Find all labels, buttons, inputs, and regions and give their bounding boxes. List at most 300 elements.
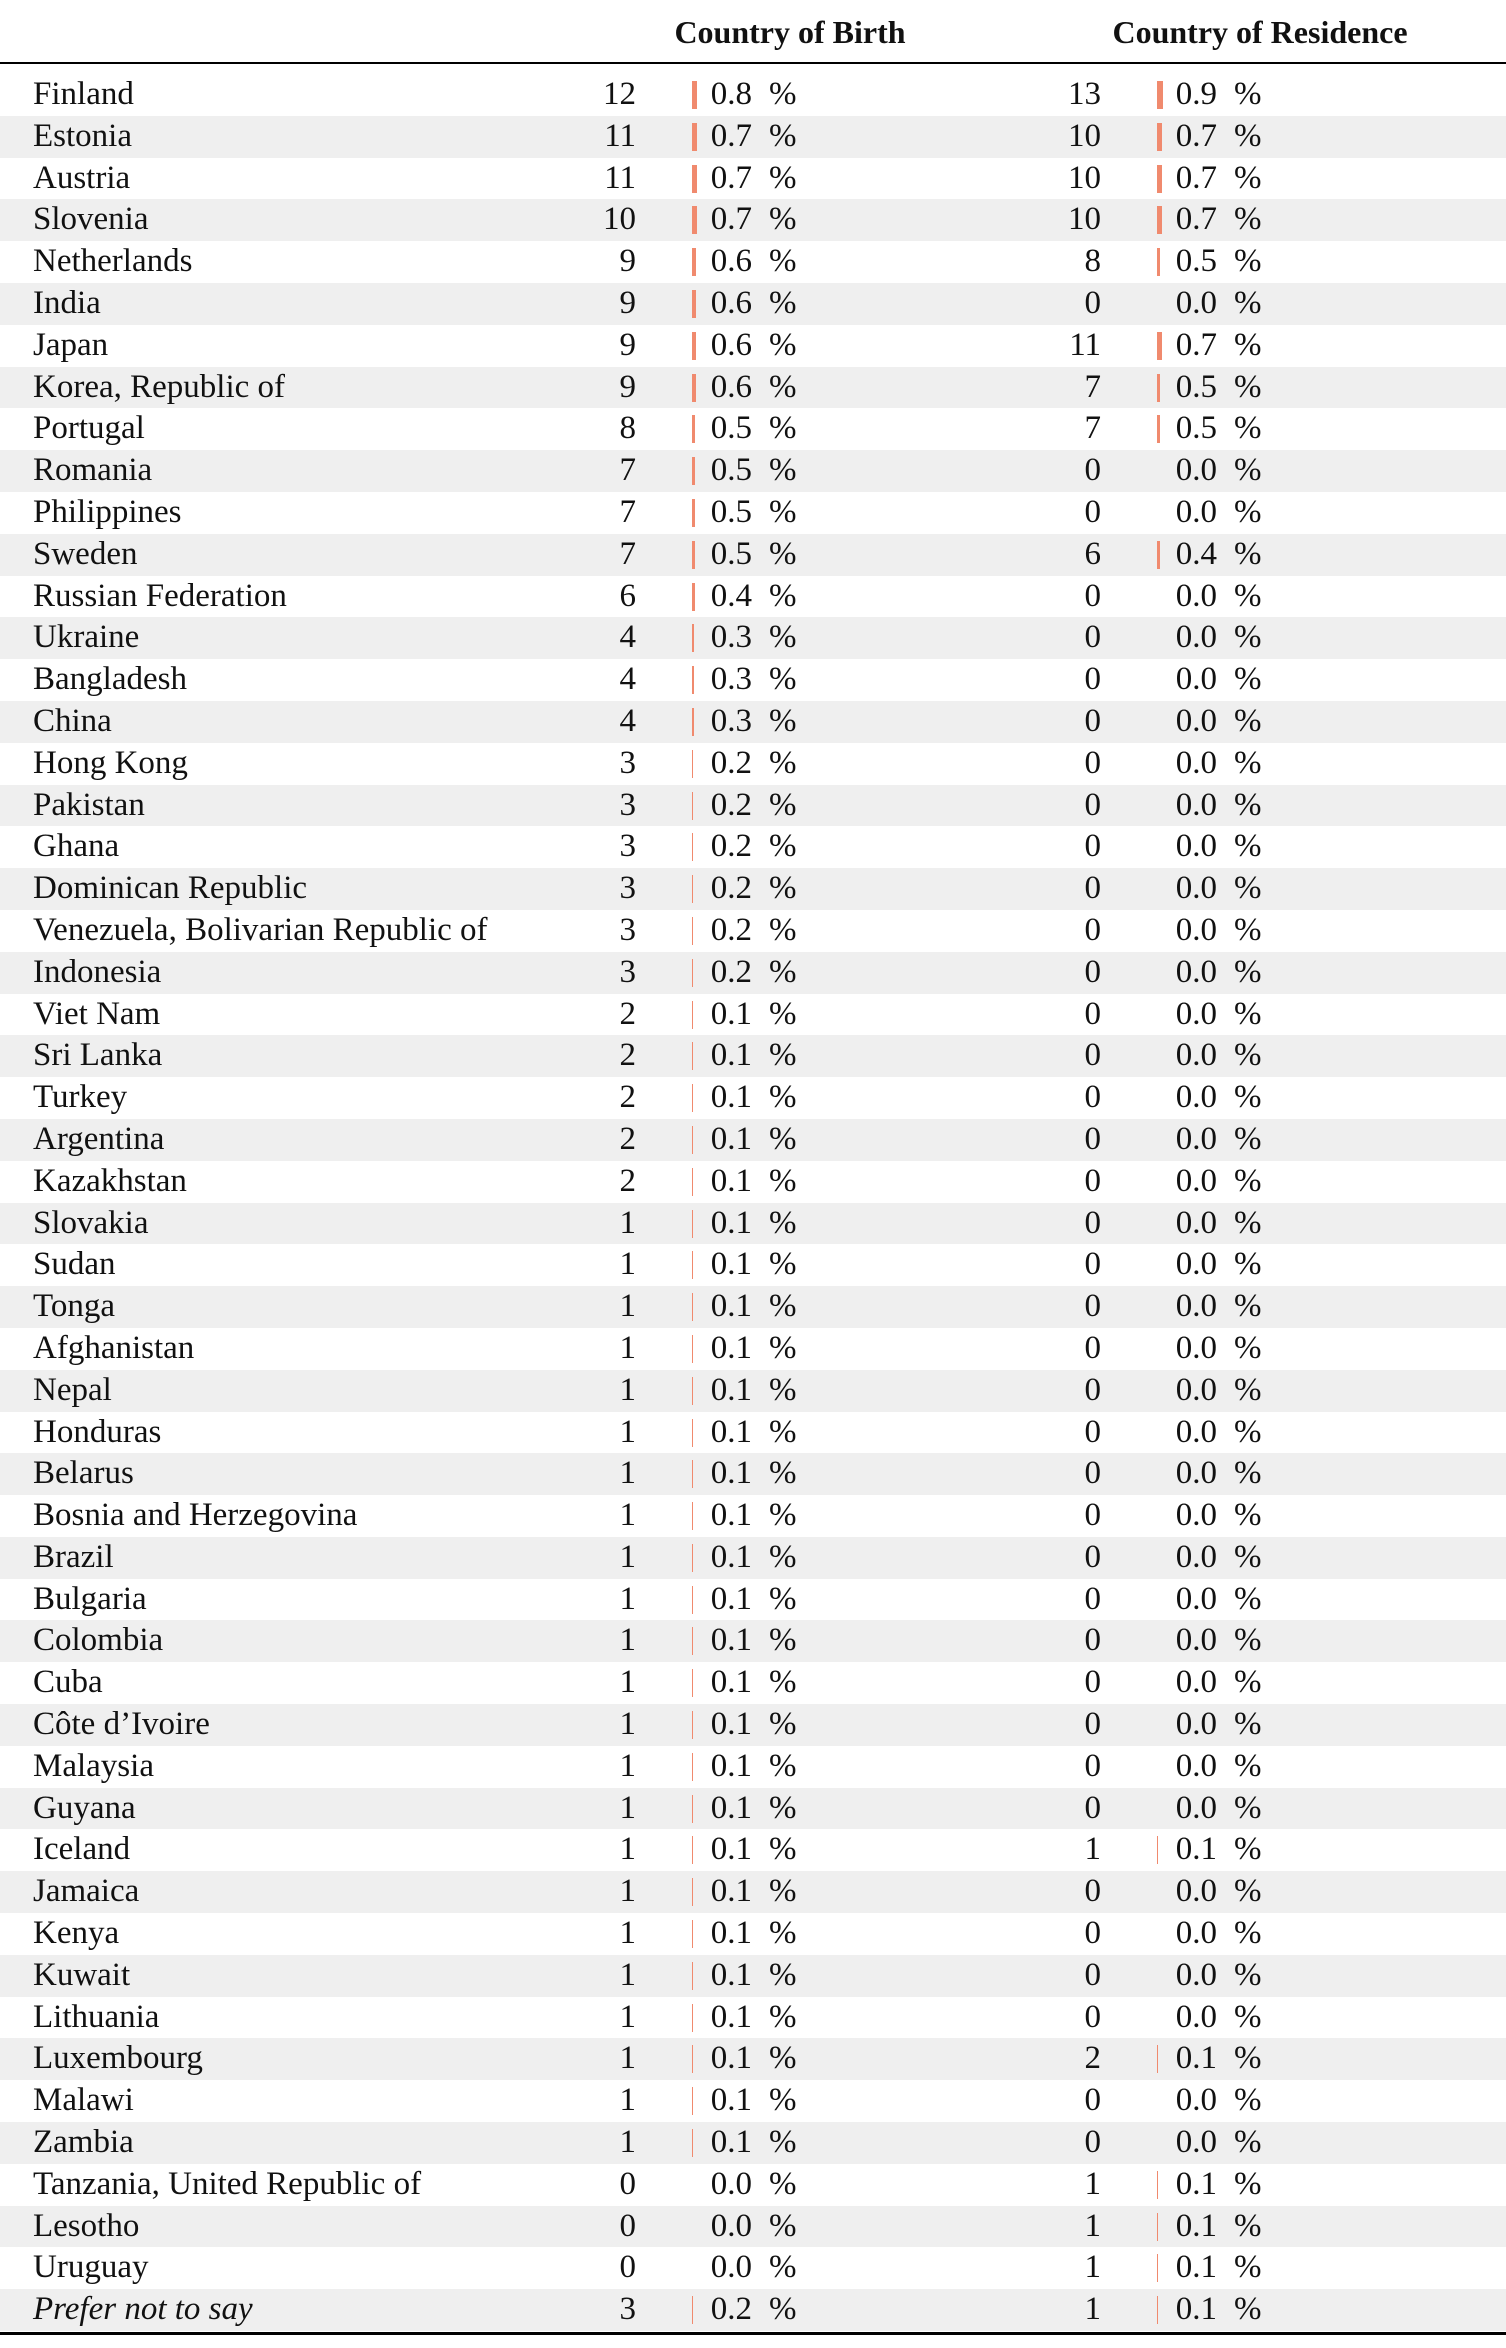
- birth-percent-cell: 0.1: [710, 1873, 752, 1910]
- birth-percent-sign: %: [769, 493, 797, 530]
- residence-percent-cell: 0.0: [1175, 1246, 1217, 1283]
- residence-count-cell: 0: [1084, 702, 1101, 739]
- birth-percent-sign: %: [769, 828, 797, 865]
- country-cell: Japan: [33, 326, 109, 363]
- birth-percent-sign: %: [769, 2249, 797, 2286]
- residence-count-cell: 6: [1084, 535, 1101, 572]
- residence-count-cell: 0: [1084, 284, 1101, 321]
- residence-percent-cell: 0.0: [1175, 1079, 1217, 1116]
- birth-percent-bar: [692, 290, 696, 318]
- country-cell: Sri Lanka: [33, 1037, 163, 1074]
- residence-count-cell: 11: [1069, 326, 1101, 363]
- birth-percent-sign: %: [769, 1288, 797, 1325]
- residence-percent-sign: %: [1234, 284, 1262, 321]
- birth-percent-cell: 0.3: [710, 661, 752, 698]
- birth-percent-bar: [692, 1836, 693, 1864]
- birth-percent-sign: %: [769, 326, 797, 363]
- birth-percent-sign: %: [769, 1789, 797, 1826]
- birth-percent-sign: %: [769, 1706, 797, 1743]
- residence-count-cell: 8: [1084, 243, 1101, 280]
- residence-percent-bar: [1157, 415, 1160, 443]
- birth-percent-cell: 0.7: [710, 117, 752, 154]
- residence-percent-sign: %: [1234, 410, 1262, 447]
- birth-count-cell: 1: [619, 1288, 636, 1325]
- residence-count-cell: 0: [1084, 1079, 1101, 1116]
- birth-percent-bar: [692, 1586, 693, 1614]
- table-row: [0, 325, 1506, 367]
- residence-percent-sign: %: [1234, 1079, 1262, 1116]
- residence-percent-cell: 0.1: [1175, 2291, 1217, 2328]
- residence-percent-sign: %: [1234, 452, 1262, 489]
- residence-percent-sign: %: [1234, 1998, 1262, 2035]
- birth-percent-cell: 0.3: [710, 702, 752, 739]
- country-cell: Prefer not to say: [33, 2291, 253, 2328]
- residence-percent-cell: 0.0: [1175, 1455, 1217, 1492]
- birth-percent-bar: [692, 248, 696, 276]
- residence-percent-sign: %: [1234, 995, 1262, 1032]
- residence-percent-sign: %: [1234, 76, 1262, 112]
- birth-percent-cell: 0.6: [710, 284, 752, 321]
- birth-percent-sign: %: [769, 243, 797, 280]
- residence-percent-bar: [1157, 206, 1162, 234]
- table-row: [0, 492, 1506, 534]
- residence-percent-sign: %: [1234, 2124, 1262, 2161]
- birth-percent-cell: 0.1: [710, 1664, 752, 1701]
- birth-percent-sign: %: [769, 870, 797, 907]
- birth-percent-sign: %: [769, 995, 797, 1032]
- country-cell: Côte d’Ivoire: [33, 1706, 210, 1743]
- birth-percent-cell: 0.1: [710, 1706, 752, 1743]
- birth-count-cell: 1: [619, 1789, 636, 1826]
- residence-count-cell: 1: [1084, 1831, 1101, 1868]
- birth-percent-sign: %: [769, 953, 797, 990]
- residence-count-cell: 0: [1084, 1120, 1101, 1157]
- residence-percent-sign: %: [1234, 535, 1262, 572]
- residence-percent-sign: %: [1234, 1162, 1262, 1199]
- table-row: [0, 450, 1506, 492]
- table-row: [0, 1579, 1506, 1621]
- birth-percent-bar: [692, 1084, 693, 1112]
- birth-percent-cell: 0.1: [710, 1580, 752, 1617]
- residence-percent-sign: %: [1234, 1371, 1262, 1408]
- residence-percent-sign: %: [1234, 2082, 1262, 2119]
- residence-count-cell: 7: [1084, 368, 1101, 405]
- residence-count-cell: 13: [1068, 76, 1101, 112]
- birth-count-cell: 7: [619, 493, 636, 530]
- residence-count-cell: 1: [1084, 2207, 1101, 2244]
- residence-percent-sign: %: [1234, 326, 1262, 363]
- residence-percent-cell: 0.5: [1175, 368, 1217, 405]
- birth-percent-cell: 0.7: [710, 159, 752, 196]
- birth-count-cell: 0: [619, 2207, 636, 2244]
- country-cell: Uruguay: [33, 2249, 149, 2286]
- residence-percent-sign: %: [1234, 1204, 1262, 1241]
- birth-percent-bar: [692, 875, 693, 903]
- residence-count-cell: 1: [1084, 2249, 1101, 2286]
- residence-percent-cell: 0.0: [1175, 911, 1217, 948]
- birth-percent-sign: %: [769, 1956, 797, 1993]
- country-cell: Nepal: [33, 1371, 112, 1408]
- country-cell: Sweden: [33, 535, 138, 572]
- birth-percent-bar: [692, 1962, 693, 1990]
- birth-count-cell: 8: [619, 410, 636, 447]
- residence-count-cell: 0: [1084, 1246, 1101, 1283]
- country-cell: Korea, Republic of: [33, 368, 285, 405]
- birth-percent-bar: [692, 833, 693, 861]
- birth-count-cell: 1: [619, 1413, 636, 1450]
- residence-percent-cell: 0.4: [1175, 535, 1217, 572]
- residence-percent-cell: 0.0: [1175, 577, 1217, 614]
- birth-percent-sign: %: [769, 2124, 797, 2161]
- residence-count-cell: 1: [1084, 2291, 1101, 2328]
- residence-count-cell: 0: [1084, 1622, 1101, 1659]
- table-row: [0, 1537, 1506, 1579]
- birth-percent-bar: [692, 750, 693, 778]
- birth-count-cell: 4: [619, 702, 636, 739]
- table-body: [0, 74, 1506, 2331]
- birth-count-cell: 0: [619, 2249, 636, 2286]
- table-row: [0, 576, 1506, 618]
- birth-percent-cell: 0.5: [710, 535, 752, 572]
- birth-percent-sign: %: [769, 452, 797, 489]
- country-cell: Viet Nam: [33, 995, 161, 1032]
- birth-count-cell: 3: [619, 911, 636, 948]
- residence-percent-sign: %: [1234, 2249, 1262, 2286]
- birth-count-cell: 1: [619, 1371, 636, 1408]
- residence-count-cell: 10: [1068, 201, 1101, 238]
- birth-count-cell: 1: [619, 1204, 636, 1241]
- table-row: [0, 617, 1506, 659]
- residence-percent-cell: 0.0: [1175, 1580, 1217, 1617]
- residence-percent-cell: 0.7: [1175, 159, 1217, 196]
- residence-percent-sign: %: [1234, 702, 1262, 739]
- birth-percent-bar: [692, 1795, 693, 1823]
- residence-percent-cell: 0.0: [1175, 1037, 1217, 1074]
- residence-percent-sign: %: [1234, 911, 1262, 948]
- country-cell: Cuba: [33, 1664, 103, 1701]
- residence-count-cell: 0: [1084, 1204, 1101, 1241]
- residence-count-cell: 0: [1084, 953, 1101, 990]
- birth-percent-sign: %: [769, 1162, 797, 1199]
- birth-percent-bar: [692, 2129, 693, 2157]
- country-cell: Slovakia: [33, 1204, 149, 1241]
- country-cell: Argentina: [33, 1120, 165, 1157]
- birth-count-cell: 9: [619, 284, 636, 321]
- residence-percent-sign: %: [1234, 870, 1262, 907]
- country-cell: Sudan: [33, 1246, 116, 1283]
- birth-percent-cell: 0.2: [710, 870, 752, 907]
- residence-percent-bar: [1157, 2254, 1158, 2282]
- birth-percent-cell: 0.1: [710, 1162, 752, 1199]
- residence-percent-bar: [1157, 332, 1162, 360]
- residence-percent-sign: %: [1234, 1915, 1262, 1952]
- residence-percent-cell: 0.1: [1175, 2207, 1217, 2244]
- country-cell: Bosnia and Herzegovina: [33, 1497, 358, 1534]
- birth-count-cell: 1: [619, 1747, 636, 1784]
- residence-percent-sign: %: [1234, 1622, 1262, 1659]
- residence-percent-cell: 0.0: [1175, 619, 1217, 656]
- residence-percent-cell: 0.0: [1175, 1873, 1217, 1910]
- birth-percent-bar: [692, 2087, 693, 2115]
- residence-count-cell: 0: [1084, 786, 1101, 823]
- country-cell: Zambia: [33, 2124, 134, 2161]
- residence-count-cell: 7: [1084, 410, 1101, 447]
- country-cell: Ghana: [33, 828, 120, 865]
- birth-percent-bar: [692, 624, 694, 652]
- residence-percent-cell: 0.0: [1175, 1664, 1217, 1701]
- table-row: [0, 1495, 1506, 1537]
- residence-count-cell: 0: [1084, 1664, 1101, 1701]
- residence-percent-cell: 0.7: [1175, 326, 1217, 363]
- residence-percent-cell: 0.0: [1175, 1956, 1217, 1993]
- birth-percent-sign: %: [769, 117, 797, 154]
- birth-percent-bar: [692, 1210, 693, 1238]
- birth-count-cell: 3: [619, 953, 636, 990]
- birth-percent-cell: 0.2: [710, 786, 752, 823]
- residence-percent-cell: 0.1: [1175, 2040, 1217, 2077]
- birth-percent-sign: %: [769, 1538, 797, 1575]
- residence-percent-sign: %: [1234, 1706, 1262, 1743]
- birth-percent-cell: 0.5: [710, 410, 752, 447]
- table-row: [0, 1412, 1506, 1454]
- birth-percent-sign: %: [769, 1664, 797, 1701]
- birth-percent-sign: %: [769, 1371, 797, 1408]
- residence-count-cell: 0: [1084, 828, 1101, 865]
- birth-count-cell: 4: [619, 619, 636, 656]
- birth-percent-sign: %: [769, 535, 797, 572]
- birth-percent-bar: [692, 1335, 693, 1363]
- residence-count-cell: 0: [1084, 1915, 1101, 1952]
- table-row: [0, 1161, 1506, 1203]
- birth-count-cell: 6: [619, 577, 636, 614]
- table-row: [0, 199, 1506, 241]
- country-cell: Afghanistan: [33, 1329, 195, 1366]
- birth-percent-bar: [692, 666, 694, 694]
- birth-percent-bar: [692, 541, 695, 569]
- residence-percent-cell: 0.0: [1175, 1371, 1217, 1408]
- table-row: [0, 283, 1506, 325]
- birth-percent-bar: [692, 1460, 693, 1488]
- residence-count-cell: 0: [1084, 493, 1101, 530]
- table-row: [0, 116, 1506, 158]
- residence-count-cell: 0: [1084, 1037, 1101, 1074]
- birth-percent-cell: 0.1: [710, 1079, 752, 1116]
- birth-percent-bar: [692, 123, 697, 151]
- birth-percent-cell: 0.2: [710, 2291, 752, 2328]
- birth-count-cell: 4: [619, 661, 636, 698]
- residence-count-cell: 0: [1084, 911, 1101, 948]
- table-row: [0, 534, 1506, 576]
- birth-count-cell: 3: [619, 828, 636, 865]
- residence-percent-sign: %: [1234, 117, 1262, 154]
- residence-percent-cell: 0.7: [1175, 201, 1217, 238]
- residence-percent-cell: 0.0: [1175, 995, 1217, 1032]
- birth-percent-cell: 0.1: [710, 995, 752, 1032]
- residence-percent-bar: [1157, 374, 1160, 402]
- table-row: [0, 1913, 1506, 1955]
- country-cell: Netherlands: [33, 243, 193, 280]
- country-cell: Malaysia: [33, 1747, 154, 1784]
- birth-percent-sign: %: [769, 577, 797, 614]
- residence-percent-sign: %: [1234, 744, 1262, 781]
- birth-percent-cell: 0.1: [710, 1622, 752, 1659]
- table-row: [0, 2080, 1506, 2122]
- birth-percent-sign: %: [769, 744, 797, 781]
- birth-percent-cell: 0.0: [710, 2249, 752, 2286]
- birth-percent-bar: [692, 457, 695, 485]
- birth-count-cell: 1: [619, 1455, 636, 1492]
- birth-percent-cell: 0.1: [710, 1204, 752, 1241]
- birth-percent-sign: %: [769, 368, 797, 405]
- birth-count-cell: 1: [619, 1706, 636, 1743]
- residence-percent-sign: %: [1234, 1747, 1262, 1784]
- table-row: [0, 1035, 1506, 1077]
- birth-percent-bar: [692, 2045, 693, 2073]
- residence-percent-sign: %: [1234, 1873, 1262, 1910]
- residence-percent-sign: %: [1234, 2165, 1262, 2202]
- table-row: [0, 743, 1506, 785]
- birth-percent-bar: [692, 583, 695, 611]
- residence-percent-cell: 0.0: [1175, 493, 1217, 530]
- birth-percent-cell: 0.6: [710, 368, 752, 405]
- residence-percent-sign: %: [1234, 1288, 1262, 1325]
- residence-percent-cell: 0.0: [1175, 953, 1217, 990]
- birth-percent-sign: %: [769, 2207, 797, 2244]
- birth-percent-bar: [692, 499, 695, 527]
- residence-percent-sign: %: [1234, 201, 1262, 238]
- birth-percent-sign: %: [769, 1873, 797, 1910]
- table-row: [0, 826, 1506, 868]
- residence-percent-cell: 0.0: [1175, 1413, 1217, 1450]
- birth-percent-bar: [692, 2004, 693, 2032]
- birth-percent-cell: 0.1: [710, 2040, 752, 2077]
- table-row: [0, 1203, 1506, 1245]
- residence-count-cell: 0: [1084, 1497, 1101, 1534]
- birth-percent-sign: %: [769, 2082, 797, 2119]
- birth-percent-cell: 0.2: [710, 953, 752, 990]
- birth-count-cell: 3: [619, 744, 636, 781]
- birth-percent-cell: 0.1: [710, 1998, 752, 2035]
- birth-percent-sign: %: [769, 911, 797, 948]
- birth-percent-bar: [692, 1627, 693, 1655]
- residence-percent-bar: [1157, 541, 1160, 569]
- birth-percent-cell: 0.1: [710, 1371, 752, 1408]
- residence-percent-bar: [1157, 2045, 1158, 2073]
- birth-percent-sign: %: [769, 410, 797, 447]
- residence-percent-cell: 0.0: [1175, 744, 1217, 781]
- residence-percent-cell: 0.0: [1175, 870, 1217, 907]
- birth-count-cell: 1: [619, 2040, 636, 2077]
- country-cell: Jamaica: [33, 1873, 140, 1910]
- birth-percent-bar: [692, 708, 694, 736]
- birth-percent-sign: %: [769, 1246, 797, 1283]
- residence-percent-sign: %: [1234, 1246, 1262, 1283]
- residence-percent-cell: 0.0: [1175, 828, 1217, 865]
- birth-percent-bar: [692, 1669, 693, 1697]
- header-country-of-birth: Country of Birth: [674, 14, 906, 50]
- birth-count-cell: 11: [604, 159, 636, 196]
- country-cell: Venezuela, Bolivarian Republic of: [33, 911, 488, 948]
- residence-percent-cell: 0.0: [1175, 1789, 1217, 1826]
- birth-count-cell: 1: [619, 1538, 636, 1575]
- birth-count-cell: 7: [619, 535, 636, 572]
- country-cell: Slovenia: [33, 201, 149, 238]
- table-row: [0, 2122, 1506, 2164]
- birth-percent-cell: 0.1: [710, 1329, 752, 1366]
- birth-percent-sign: %: [769, 1580, 797, 1617]
- country-cell: Tanzania, United Republic of: [33, 2165, 422, 2202]
- country-cell: Dominican Republic: [33, 870, 308, 907]
- residence-percent-bar: [1157, 248, 1160, 276]
- residence-percent-cell: 0.0: [1175, 452, 1217, 489]
- birth-percent-sign: %: [769, 1455, 797, 1492]
- birth-percent-bar: [692, 81, 697, 109]
- table-row: [0, 367, 1506, 409]
- birth-percent-sign: %: [769, 661, 797, 698]
- birth-percent-cell: 0.0: [710, 2207, 752, 2244]
- birth-percent-bar: [692, 1251, 693, 1279]
- table-row: [0, 1829, 1506, 1871]
- table-row: [0, 701, 1506, 743]
- residence-percent-cell: 0.0: [1175, 1497, 1217, 1534]
- birth-percent-cell: 0.1: [710, 1037, 752, 1074]
- birth-percent-bar: [692, 1544, 693, 1572]
- residence-count-cell: 0: [1084, 1413, 1101, 1450]
- residence-count-cell: 0: [1084, 577, 1101, 614]
- residence-percent-bar: [1157, 2296, 1158, 2324]
- residence-percent-bar: [1157, 165, 1162, 193]
- birth-percent-sign: %: [769, 2291, 797, 2328]
- residence-percent-sign: %: [1234, 1956, 1262, 1993]
- birth-percent-cell: 0.1: [710, 1538, 752, 1575]
- birth-percent-sign: %: [769, 1915, 797, 1952]
- birth-percent-cell: 0.1: [710, 1288, 752, 1325]
- country-cell: Lesotho: [33, 2207, 140, 2244]
- birth-percent-sign: %: [769, 159, 797, 196]
- birth-percent-sign: %: [769, 1622, 797, 1659]
- birth-percent-cell: 0.7: [710, 201, 752, 238]
- residence-count-cell: 0: [1084, 1288, 1101, 1325]
- birth-percent-bar: [692, 165, 697, 193]
- country-cell: Pakistan: [33, 786, 145, 823]
- residence-percent-sign: %: [1234, 2207, 1262, 2244]
- birth-count-cell: 7: [619, 452, 636, 489]
- country-cell: Lithuania: [33, 1998, 160, 2035]
- birth-count-cell: 1: [619, 1664, 636, 1701]
- birth-count-cell: 1: [619, 1497, 636, 1534]
- birth-count-cell: 2: [619, 1037, 636, 1074]
- residence-percent-cell: 0.5: [1175, 410, 1217, 447]
- birth-count-cell: 1: [619, 1329, 636, 1366]
- residence-count-cell: 0: [1084, 1329, 1101, 1366]
- residence-percent-sign: %: [1234, 661, 1262, 698]
- birth-count-cell: 9: [619, 326, 636, 363]
- residence-percent-cell: 0.0: [1175, 2082, 1217, 2119]
- table-row: [0, 1286, 1506, 1328]
- residence-percent-cell: 0.0: [1175, 1204, 1217, 1241]
- table-row: [0, 1119, 1506, 1161]
- country-cell: Portugal: [33, 410, 145, 447]
- birth-percent-sign: %: [769, 1497, 797, 1534]
- table-row: [0, 158, 1506, 200]
- residence-percent-cell: 0.0: [1175, 1915, 1217, 1952]
- residence-count-cell: 0: [1084, 1956, 1101, 1993]
- birth-count-cell: 1: [619, 1580, 636, 1617]
- country-cell: Bangladesh: [33, 661, 187, 698]
- residence-count-cell: 0: [1084, 995, 1101, 1032]
- birth-count-cell: 11: [604, 117, 636, 154]
- birth-count-cell: 1: [619, 1915, 636, 1952]
